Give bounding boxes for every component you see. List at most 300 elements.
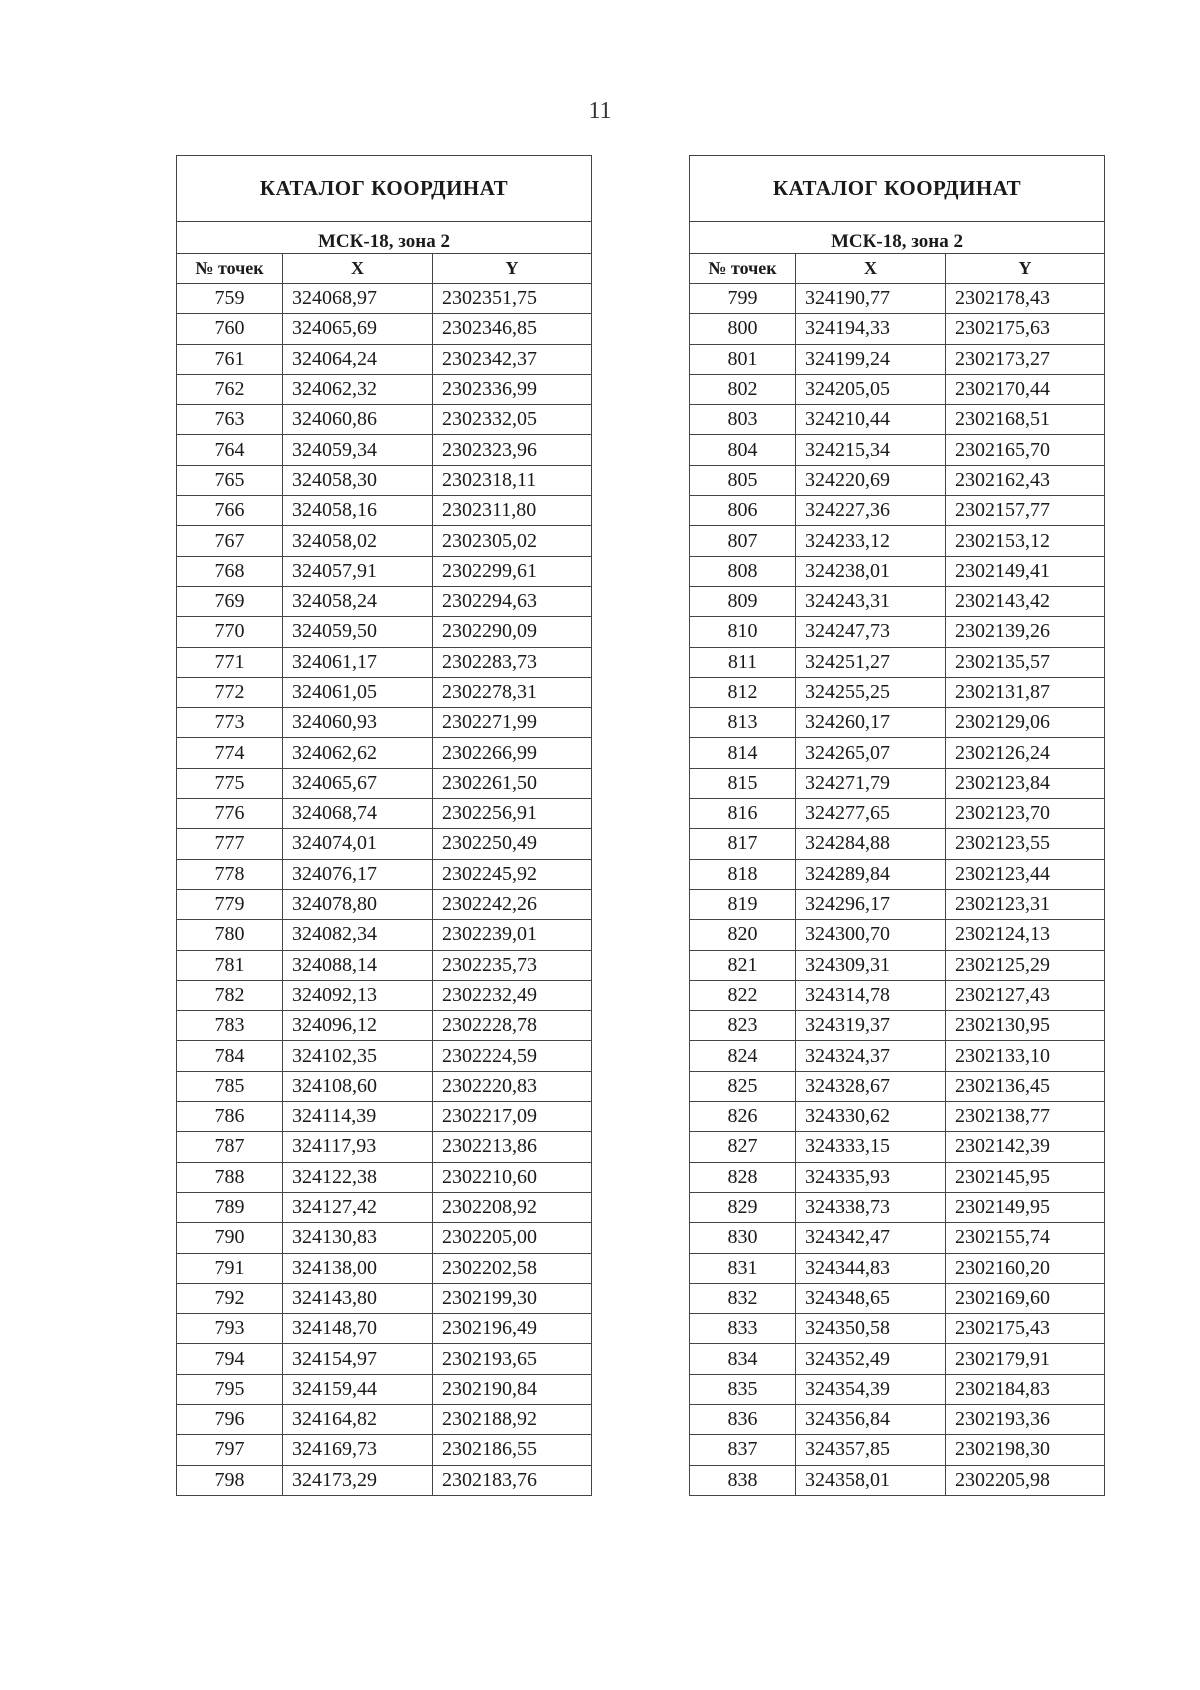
coordinate-catalog-table-left [176, 155, 592, 1496]
x-coordinate-cell: 324169,73 [283, 1435, 433, 1465]
table-row [177, 1344, 592, 1374]
point-number-cell: 816 [690, 799, 796, 829]
y-coordinate-cell: 2302202,58 [433, 1253, 592, 1283]
table-row [690, 1465, 1105, 1495]
x-coordinate-cell: 324338,73 [796, 1192, 946, 1222]
point-number-cell: 776 [177, 799, 283, 829]
point-number-cell: 788 [177, 1162, 283, 1192]
x-coordinate-cell: 324319,37 [796, 1011, 946, 1041]
table-row [690, 1404, 1105, 1434]
x-coordinate-cell: 324233,12 [796, 526, 946, 556]
y-coordinate-cell: 2302205,98 [946, 1465, 1105, 1495]
point-number-cell: 818 [690, 859, 796, 889]
table-row [690, 617, 1105, 647]
table-row [177, 677, 592, 707]
table-row [177, 284, 592, 314]
table-row [177, 1465, 592, 1495]
point-number-cell: 801 [690, 344, 796, 374]
point-number-cell: 791 [177, 1253, 283, 1283]
x-coordinate-cell: 324348,65 [796, 1283, 946, 1313]
x-coordinate-cell: 324058,02 [283, 526, 433, 556]
column-header-x: X [283, 254, 433, 284]
table-row [690, 677, 1105, 707]
table-row [690, 708, 1105, 738]
x-coordinate-cell: 324058,24 [283, 586, 433, 616]
y-coordinate-cell: 2302130,95 [946, 1011, 1105, 1041]
x-coordinate-cell: 324277,65 [796, 799, 946, 829]
y-coordinate-cell: 2302126,24 [946, 738, 1105, 768]
y-coordinate-cell: 2302196,49 [433, 1314, 592, 1344]
y-coordinate-cell: 2302123,84 [946, 768, 1105, 798]
y-coordinate-cell: 2302143,42 [946, 586, 1105, 616]
x-coordinate-cell: 324058,16 [283, 496, 433, 526]
y-coordinate-cell: 2302136,45 [946, 1071, 1105, 1101]
y-coordinate-cell: 2302173,27 [946, 344, 1105, 374]
catalog-title: КАТАЛОГ КООРДИНАТ [177, 156, 592, 222]
table-row [690, 1071, 1105, 1101]
point-number-cell: 825 [690, 1071, 796, 1101]
y-coordinate-cell: 2302186,55 [433, 1435, 592, 1465]
table-row [177, 1132, 592, 1162]
x-coordinate-cell: 324088,14 [283, 950, 433, 980]
page-number: 11 [588, 98, 612, 124]
table-row [177, 1314, 592, 1344]
table-row [690, 980, 1105, 1010]
point-number-cell: 815 [690, 768, 796, 798]
point-number-cell: 813 [690, 708, 796, 738]
table-row [177, 617, 592, 647]
y-coordinate-cell: 2302266,99 [433, 738, 592, 768]
y-coordinate-cell: 2302123,44 [946, 859, 1105, 889]
point-number-cell: 789 [177, 1192, 283, 1222]
x-coordinate-cell: 324251,27 [796, 647, 946, 677]
x-coordinate-cell: 324255,25 [796, 677, 946, 707]
x-coordinate-cell: 324065,67 [283, 768, 433, 798]
point-number-cell: 808 [690, 556, 796, 586]
point-number-cell: 817 [690, 829, 796, 859]
x-coordinate-cell: 324082,34 [283, 920, 433, 950]
x-coordinate-cell: 324333,15 [796, 1132, 946, 1162]
point-number-cell: 831 [690, 1253, 796, 1283]
table-row [177, 496, 592, 526]
y-coordinate-cell: 2302228,78 [433, 1011, 592, 1041]
y-coordinate-cell: 2302332,05 [433, 405, 592, 435]
table-row [690, 556, 1105, 586]
y-coordinate-cell: 2302220,83 [433, 1071, 592, 1101]
y-coordinate-cell: 2302213,86 [433, 1132, 592, 1162]
y-coordinate-cell: 2302299,61 [433, 556, 592, 586]
point-number-cell: 790 [177, 1223, 283, 1253]
point-number-cell: 768 [177, 556, 283, 586]
table-row [690, 1344, 1105, 1374]
y-coordinate-cell: 2302170,44 [946, 374, 1105, 404]
point-number-cell: 767 [177, 526, 283, 556]
y-coordinate-cell: 2302149,41 [946, 556, 1105, 586]
y-coordinate-cell: 2302311,80 [433, 496, 592, 526]
y-coordinate-cell: 2302208,92 [433, 1192, 592, 1222]
point-number-cell: 782 [177, 980, 283, 1010]
y-coordinate-cell: 2302239,01 [433, 920, 592, 950]
table-row [177, 526, 592, 556]
point-number-cell: 821 [690, 950, 796, 980]
y-coordinate-cell: 2302250,49 [433, 829, 592, 859]
y-coordinate-cell: 2302157,77 [946, 496, 1105, 526]
table-row [177, 829, 592, 859]
point-number-cell: 820 [690, 920, 796, 950]
column-header-point-number: № точек [177, 254, 283, 284]
point-number-cell: 812 [690, 677, 796, 707]
y-coordinate-cell: 2302155,74 [946, 1223, 1105, 1253]
table-row [690, 586, 1105, 616]
y-coordinate-cell: 2302323,96 [433, 435, 592, 465]
x-coordinate-cell: 324215,34 [796, 435, 946, 465]
x-coordinate-cell: 324265,07 [796, 738, 946, 768]
y-coordinate-cell: 2302346,85 [433, 314, 592, 344]
y-coordinate-cell: 2302160,20 [946, 1253, 1105, 1283]
point-number-cell: 797 [177, 1435, 283, 1465]
y-coordinate-cell: 2302235,73 [433, 950, 592, 980]
point-number-cell: 777 [177, 829, 283, 859]
table-row [690, 1192, 1105, 1222]
coordinate-system-label: МСК-18, зона 2 [177, 222, 592, 254]
x-coordinate-cell: 324314,78 [796, 980, 946, 1010]
y-coordinate-cell: 2302123,31 [946, 889, 1105, 919]
x-coordinate-cell: 324289,84 [796, 859, 946, 889]
x-coordinate-cell: 324068,74 [283, 799, 433, 829]
column-header-y: Y [433, 254, 592, 284]
x-coordinate-cell: 324324,37 [796, 1041, 946, 1071]
point-number-cell: 786 [177, 1102, 283, 1132]
table-row [177, 768, 592, 798]
y-coordinate-cell: 2302193,36 [946, 1404, 1105, 1434]
y-coordinate-cell: 2302133,10 [946, 1041, 1105, 1071]
table-row [177, 799, 592, 829]
table-row [690, 374, 1105, 404]
x-coordinate-cell: 324227,36 [796, 496, 946, 526]
y-coordinate-cell: 2302179,91 [946, 1344, 1105, 1374]
point-number-cell: 795 [177, 1374, 283, 1404]
point-number-cell: 835 [690, 1374, 796, 1404]
x-coordinate-cell: 324064,24 [283, 344, 433, 374]
table-row [690, 526, 1105, 556]
x-coordinate-cell: 324122,38 [283, 1162, 433, 1192]
y-coordinate-cell: 2302178,43 [946, 284, 1105, 314]
x-coordinate-cell: 324260,17 [796, 708, 946, 738]
x-coordinate-cell: 324159,44 [283, 1374, 433, 1404]
table-row [177, 1041, 592, 1071]
point-number-cell: 761 [177, 344, 283, 374]
x-coordinate-cell: 324065,69 [283, 314, 433, 344]
table-row [177, 647, 592, 677]
x-coordinate-cell: 324074,01 [283, 829, 433, 859]
table-row [690, 465, 1105, 495]
table-row [177, 1071, 592, 1101]
point-number-cell: 830 [690, 1223, 796, 1253]
table-row [690, 1374, 1105, 1404]
x-coordinate-cell: 324068,97 [283, 284, 433, 314]
point-number-cell: 810 [690, 617, 796, 647]
y-coordinate-cell: 2302138,77 [946, 1102, 1105, 1132]
y-coordinate-cell: 2302224,59 [433, 1041, 592, 1071]
catalog-title: КАТАЛОГ КООРДИНАТ [690, 156, 1105, 222]
table-row [177, 344, 592, 374]
x-coordinate-cell: 324117,93 [283, 1132, 433, 1162]
catalog-body [690, 284, 1105, 1496]
table-row [177, 889, 592, 919]
point-number-cell: 804 [690, 435, 796, 465]
table-row [177, 1435, 592, 1465]
point-number-cell: 806 [690, 496, 796, 526]
y-coordinate-cell: 2302127,43 [946, 980, 1105, 1010]
y-coordinate-cell: 2302199,30 [433, 1283, 592, 1313]
y-coordinate-cell: 2302305,02 [433, 526, 592, 556]
table-row [177, 556, 592, 586]
x-coordinate-cell: 324271,79 [796, 768, 946, 798]
x-coordinate-cell: 324059,50 [283, 617, 433, 647]
y-coordinate-cell: 2302242,26 [433, 889, 592, 919]
x-coordinate-cell: 324344,83 [796, 1253, 946, 1283]
table-row [177, 1283, 592, 1313]
y-coordinate-cell: 2302139,26 [946, 617, 1105, 647]
point-number-cell: 771 [177, 647, 283, 677]
x-coordinate-cell: 324199,24 [796, 344, 946, 374]
table-row [690, 920, 1105, 950]
table-row [690, 738, 1105, 768]
table-row [177, 374, 592, 404]
point-number-cell: 784 [177, 1041, 283, 1071]
table-row [690, 1102, 1105, 1132]
y-coordinate-cell: 2302184,83 [946, 1374, 1105, 1404]
y-coordinate-cell: 2302153,12 [946, 526, 1105, 556]
table-row [690, 314, 1105, 344]
x-coordinate-cell: 324058,30 [283, 465, 433, 495]
point-number-cell: 822 [690, 980, 796, 1010]
y-coordinate-cell: 2302193,65 [433, 1344, 592, 1374]
y-coordinate-cell: 2302256,91 [433, 799, 592, 829]
x-coordinate-cell: 324342,47 [796, 1223, 946, 1253]
table-row [177, 405, 592, 435]
x-coordinate-cell: 324190,77 [796, 284, 946, 314]
x-coordinate-cell: 324247,73 [796, 617, 946, 647]
y-coordinate-cell: 2302190,84 [433, 1374, 592, 1404]
x-coordinate-cell: 324127,42 [283, 1192, 433, 1222]
point-number-cell: 823 [690, 1011, 796, 1041]
x-coordinate-cell: 324061,17 [283, 647, 433, 677]
x-coordinate-cell: 324078,80 [283, 889, 433, 919]
x-coordinate-cell: 324194,33 [796, 314, 946, 344]
table-row [690, 1041, 1105, 1071]
x-coordinate-cell: 324092,13 [283, 980, 433, 1010]
y-coordinate-cell: 2302205,00 [433, 1223, 592, 1253]
point-number-cell: 775 [177, 768, 283, 798]
table-row [177, 920, 592, 950]
table-row [690, 405, 1105, 435]
x-coordinate-cell: 324300,70 [796, 920, 946, 950]
x-coordinate-cell: 324138,00 [283, 1253, 433, 1283]
y-coordinate-cell: 2302318,11 [433, 465, 592, 495]
point-number-cell: 836 [690, 1404, 796, 1434]
point-number-cell: 829 [690, 1192, 796, 1222]
y-coordinate-cell: 2302245,92 [433, 859, 592, 889]
x-coordinate-cell: 324148,70 [283, 1314, 433, 1344]
y-coordinate-cell: 2302145,95 [946, 1162, 1105, 1192]
x-coordinate-cell: 324059,34 [283, 435, 433, 465]
table-row [690, 1162, 1105, 1192]
table-row [690, 1223, 1105, 1253]
point-number-cell: 824 [690, 1041, 796, 1071]
y-coordinate-cell: 2302142,39 [946, 1132, 1105, 1162]
y-coordinate-cell: 2302290,09 [433, 617, 592, 647]
point-number-cell: 779 [177, 889, 283, 919]
x-coordinate-cell: 324164,82 [283, 1404, 433, 1434]
point-number-cell: 793 [177, 1314, 283, 1344]
x-coordinate-cell: 324335,93 [796, 1162, 946, 1192]
point-number-cell: 803 [690, 405, 796, 435]
y-coordinate-cell: 2302283,73 [433, 647, 592, 677]
point-number-cell: 814 [690, 738, 796, 768]
x-coordinate-cell: 324143,80 [283, 1283, 433, 1313]
table-row [690, 889, 1105, 919]
y-coordinate-cell: 2302125,29 [946, 950, 1105, 980]
y-coordinate-cell: 2302294,63 [433, 586, 592, 616]
point-number-cell: 828 [690, 1162, 796, 1192]
y-coordinate-cell: 2302149,95 [946, 1192, 1105, 1222]
point-number-cell: 780 [177, 920, 283, 950]
x-coordinate-cell: 324330,62 [796, 1102, 946, 1132]
point-number-cell: 838 [690, 1465, 796, 1495]
point-number-cell: 807 [690, 526, 796, 556]
point-number-cell: 770 [177, 617, 283, 647]
column-header-x: X [796, 254, 946, 284]
table-row [690, 768, 1105, 798]
y-coordinate-cell: 2302342,37 [433, 344, 592, 374]
point-number-cell: 798 [177, 1465, 283, 1495]
x-coordinate-cell: 324358,01 [796, 1465, 946, 1495]
table-row [177, 980, 592, 1010]
table-row [690, 1283, 1105, 1313]
table-row [690, 435, 1105, 465]
catalog-body [177, 284, 592, 1496]
column-header-point-number: № точек [690, 254, 796, 284]
point-number-cell: 792 [177, 1283, 283, 1313]
x-coordinate-cell: 324173,29 [283, 1465, 433, 1495]
point-number-cell: 794 [177, 1344, 283, 1374]
table-row [177, 465, 592, 495]
x-coordinate-cell: 324356,84 [796, 1404, 946, 1434]
y-coordinate-cell: 2302124,13 [946, 920, 1105, 950]
y-coordinate-cell: 2302168,51 [946, 405, 1105, 435]
x-coordinate-cell: 324238,01 [796, 556, 946, 586]
y-coordinate-cell: 2302271,99 [433, 708, 592, 738]
point-number-cell: 827 [690, 1132, 796, 1162]
y-coordinate-cell: 2302217,09 [433, 1102, 592, 1132]
point-number-cell: 833 [690, 1314, 796, 1344]
table-row [690, 1132, 1105, 1162]
y-coordinate-cell: 2302278,31 [433, 677, 592, 707]
x-coordinate-cell: 324357,85 [796, 1435, 946, 1465]
point-number-cell: 760 [177, 314, 283, 344]
x-coordinate-cell: 324243,31 [796, 586, 946, 616]
table-row [177, 314, 592, 344]
y-coordinate-cell: 2302198,30 [946, 1435, 1105, 1465]
table-row [177, 738, 592, 768]
x-coordinate-cell: 324057,91 [283, 556, 433, 586]
point-number-cell: 783 [177, 1011, 283, 1041]
point-number-cell: 763 [177, 405, 283, 435]
point-number-cell: 819 [690, 889, 796, 919]
x-coordinate-cell: 324328,67 [796, 1071, 946, 1101]
y-coordinate-cell: 2302131,87 [946, 677, 1105, 707]
x-coordinate-cell: 324352,49 [796, 1344, 946, 1374]
y-coordinate-cell: 2302175,43 [946, 1314, 1105, 1344]
y-coordinate-cell: 2302210,60 [433, 1162, 592, 1192]
y-coordinate-cell: 2302123,70 [946, 799, 1105, 829]
point-number-cell: 811 [690, 647, 796, 677]
table-row [177, 1162, 592, 1192]
x-coordinate-cell: 324350,58 [796, 1314, 946, 1344]
point-number-cell: 781 [177, 950, 283, 980]
table-row [690, 496, 1105, 526]
y-coordinate-cell: 2302123,55 [946, 829, 1105, 859]
table-row [177, 1223, 592, 1253]
y-coordinate-cell: 2302175,63 [946, 314, 1105, 344]
point-number-cell: 809 [690, 586, 796, 616]
column-header-y: Y [946, 254, 1105, 284]
x-coordinate-cell: 324309,31 [796, 950, 946, 980]
table-row [177, 859, 592, 889]
point-number-cell: 800 [690, 314, 796, 344]
y-coordinate-cell: 2302351,75 [433, 284, 592, 314]
x-coordinate-cell: 324284,88 [796, 829, 946, 859]
x-coordinate-cell: 324062,32 [283, 374, 433, 404]
table-row [690, 950, 1105, 980]
point-number-cell: 834 [690, 1344, 796, 1374]
y-coordinate-cell: 2302261,50 [433, 768, 592, 798]
table-row [177, 1192, 592, 1222]
y-coordinate-cell: 2302165,70 [946, 435, 1105, 465]
table-row [690, 1435, 1105, 1465]
x-coordinate-cell: 324220,69 [796, 465, 946, 495]
x-coordinate-cell: 324102,35 [283, 1041, 433, 1071]
y-coordinate-cell: 2302336,99 [433, 374, 592, 404]
table-row [690, 829, 1105, 859]
table-row [177, 435, 592, 465]
table-row [690, 344, 1105, 374]
point-number-cell: 837 [690, 1435, 796, 1465]
table-row [690, 647, 1105, 677]
point-number-cell: 764 [177, 435, 283, 465]
point-number-cell: 805 [690, 465, 796, 495]
x-coordinate-cell: 324296,17 [796, 889, 946, 919]
table-row [177, 1102, 592, 1132]
point-number-cell: 766 [177, 496, 283, 526]
table-row [177, 586, 592, 616]
table-row [690, 1314, 1105, 1344]
y-coordinate-cell: 2302135,57 [946, 647, 1105, 677]
x-coordinate-cell: 324205,05 [796, 374, 946, 404]
x-coordinate-cell: 324210,44 [796, 405, 946, 435]
x-coordinate-cell: 324061,05 [283, 677, 433, 707]
x-coordinate-cell: 324130,83 [283, 1223, 433, 1253]
point-number-cell: 802 [690, 374, 796, 404]
x-coordinate-cell: 324060,93 [283, 708, 433, 738]
point-number-cell: 762 [177, 374, 283, 404]
x-coordinate-cell: 324108,60 [283, 1071, 433, 1101]
table-row [177, 708, 592, 738]
point-number-cell: 787 [177, 1132, 283, 1162]
point-number-cell: 826 [690, 1102, 796, 1132]
table-row [690, 799, 1105, 829]
